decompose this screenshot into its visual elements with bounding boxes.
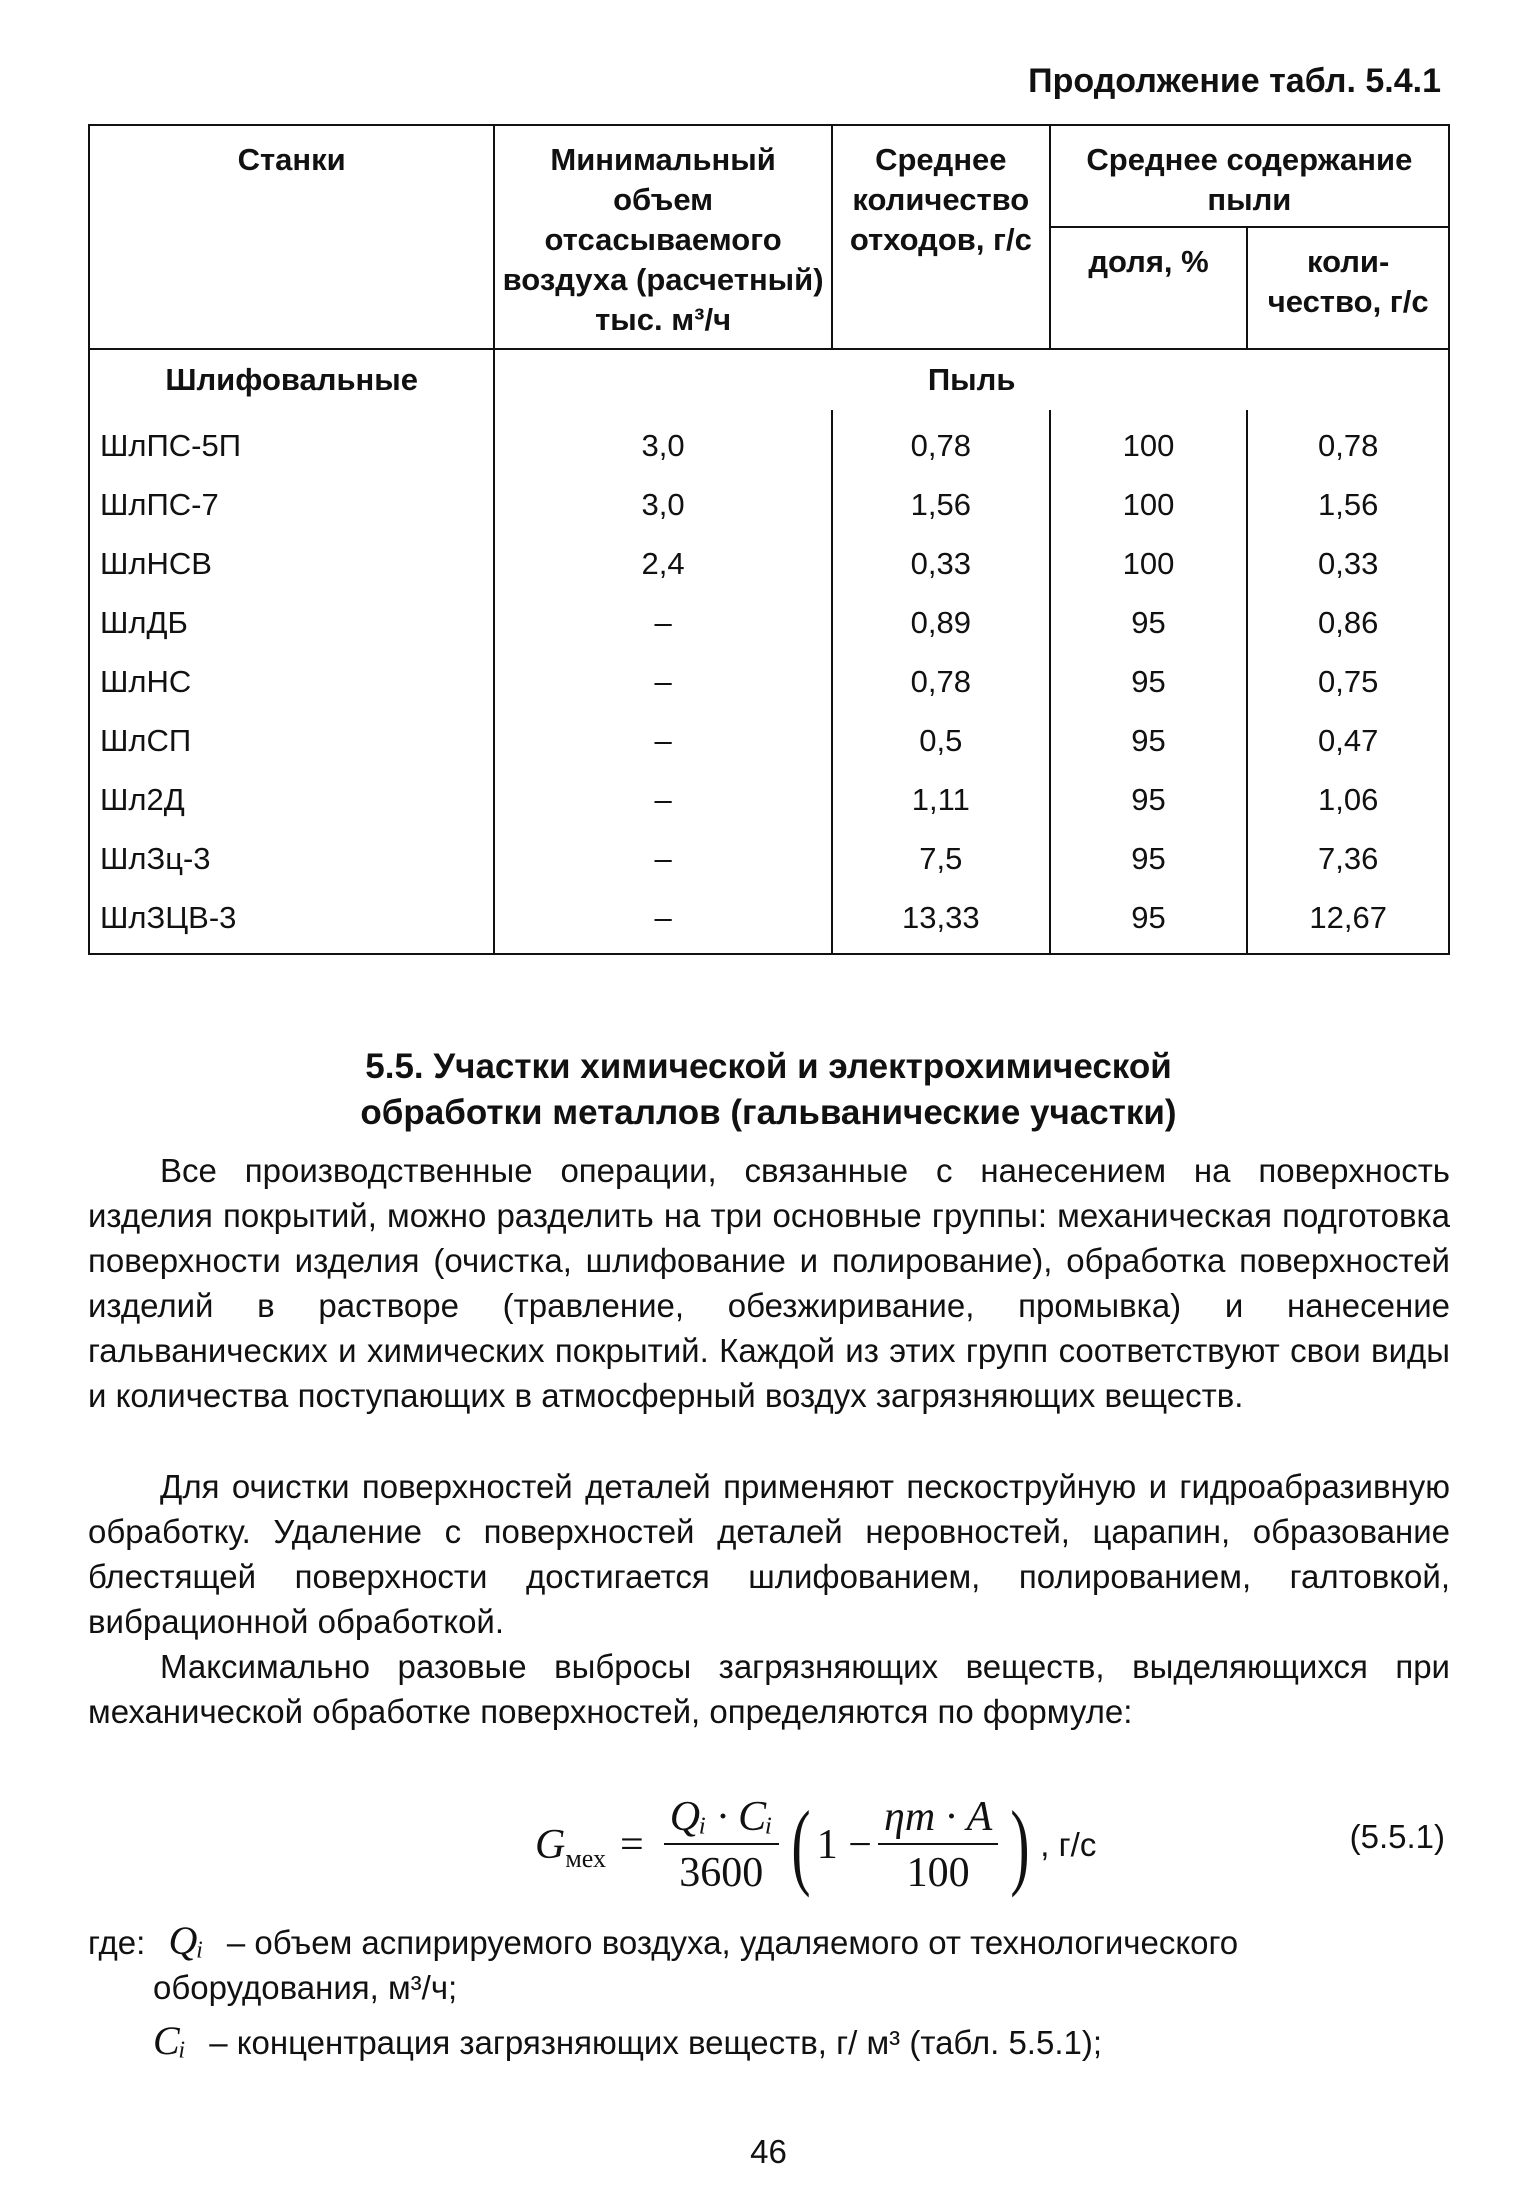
formula-unit: , г/с <box>1040 1826 1097 1863</box>
table-row <box>89 770 1449 829</box>
cell-waste: 0,5 <box>832 711 1050 770</box>
header-min-volume <box>494 125 832 349</box>
cell-waste: 13,33 <box>832 888 1050 954</box>
section-heading <box>0 1044 1537 1136</box>
header-min-volume-text: Минимальный объем отсасываемого воздуха (расчетный) <box>502 142 824 297</box>
table-row <box>89 711 1449 770</box>
header-count: коли-чество, г/с <box>1247 227 1449 349</box>
cell-share: 100 <box>1050 475 1248 534</box>
cell-volume: – <box>494 829 832 888</box>
cell-name: ШлПС-5П <box>100 427 242 463</box>
cell-name: ШлСП <box>100 722 192 758</box>
cell-share: 100 <box>1050 410 1248 475</box>
cell-volume: 2,4 <box>494 534 832 593</box>
emissions-table <box>88 124 1450 955</box>
cell-volume: – <box>494 652 832 711</box>
cell-volume: 3,0 <box>494 410 832 475</box>
header-avg-waste: Среднее количество отходов, г/с <box>832 125 1050 349</box>
cell-waste: 0,78 <box>832 652 1050 711</box>
group-name: Шлифовальные <box>89 349 494 410</box>
cell-volume: – <box>494 888 832 954</box>
table-caption: Продолжение табл. 5.4.1 <box>1028 62 1441 100</box>
section-title-line1: 5.5. Участки химической и электрохимической <box>365 1047 1172 1086</box>
cell-waste: 0,33 <box>832 534 1050 593</box>
cell-waste: 1,56 <box>832 475 1050 534</box>
formula-one: 1 − <box>816 1822 872 1868</box>
paragraph-1: Все производственные операции, связанные с нанесением на поверхность изделия покрытий, можно разделить на три основные группы: механическая подготовка поверхности изделия (очистка, шлифование и полирование), обработка поверхностей изделий в растворе (травление, обезжиривание, промывка) и нанесение гальванических и химических покрытий. Каждой из этих групп соответствуют свои виды и количества поступающих в атмосферный воздух загрязняющих веществ. <box>88 1152 1450 1414</box>
cell-count: 0,78 <box>1247 410 1449 475</box>
cell-name: Шл2Д <box>100 781 185 817</box>
cell-share: 95 <box>1050 593 1248 652</box>
table-row <box>89 410 1449 475</box>
cell-waste: 7,5 <box>832 829 1050 888</box>
cell-volume: – <box>494 593 832 652</box>
section-title-line2: обработки металлов (гальванические участки) <box>360 1093 1177 1132</box>
cell-share: 95 <box>1050 652 1248 711</box>
formula-numerator: Qᵢ · Cᵢ <box>664 1793 779 1845</box>
header-dust-content: Среднее содержание пыли <box>1050 125 1449 227</box>
table-row <box>89 534 1449 593</box>
cell-share: 95 <box>1050 888 1248 954</box>
cell-name: ШлЗц-3 <box>100 840 211 876</box>
cell-share: 95 <box>1050 829 1248 888</box>
cell-name: ШлЗЦВ-3 <box>100 899 237 935</box>
definition-c <box>153 2018 1453 2065</box>
cell-volume: 3,0 <box>494 475 832 534</box>
header-min-volume-unit: тыс. м³/ч <box>595 302 732 337</box>
formula-lhs-sub: мех <box>565 1844 606 1873</box>
table-row <box>89 593 1449 652</box>
formula-equals: = <box>620 1822 644 1868</box>
cell-share: 95 <box>1050 711 1248 770</box>
formula-left-paren: ( <box>791 1791 811 1898</box>
definition-q-text: – объем аспирируемого воздуха, удаляемого от технологического <box>226 1924 1239 1961</box>
definition-c-symbol: Cᵢ <box>153 2018 187 2063</box>
header-share: доля, % <box>1050 227 1248 349</box>
cell-count: 1,06 <box>1247 770 1449 829</box>
cell-count: 12,67 <box>1247 888 1449 954</box>
cell-count: 0,75 <box>1247 652 1449 711</box>
definition-c-text: – концентрация загрязняющих веществ, г/ м³ (табл. 5.5.1); <box>209 2024 1102 2061</box>
formula-inner-denominator: 100 <box>906 1850 970 1896</box>
definition-q-text2: оборудования, м³/ч; <box>153 1969 458 2006</box>
page-number: 46 <box>750 2133 787 2170</box>
paragraph-3: Максимально разовые выбросы загрязняющих веществ, выделяющихся при механической обработке поверхностей, определяются по формуле: <box>88 1648 1450 1730</box>
cell-name: ШлНС <box>100 663 192 699</box>
formula-fraction <box>664 1793 779 1897</box>
formula-denominator: 3600 <box>679 1850 764 1896</box>
cell-count: 1,56 <box>1247 475 1449 534</box>
cell-waste: 1,11 <box>832 770 1050 829</box>
table-row <box>89 475 1449 534</box>
header-stanki: Станки <box>89 125 494 349</box>
paragraph-2: Для очистки поверхностей деталей применяют пескоструйную и гидроабразивную обработку. Удаление с поверхностей деталей неровностей, царапин, образование блестящей поверхности достигается шлифованием, полированием, галтовкой, вибрационной обработкой. <box>88 1468 1450 1640</box>
definition-q <box>88 1918 1450 2010</box>
formula-lhs: G <box>535 1822 566 1868</box>
formula-5-5-1 <box>535 1790 1096 1900</box>
cell-name: ШлДБ <box>100 604 188 640</box>
cell-count: 0,33 <box>1247 534 1449 593</box>
cell-name: ШлПС-7 <box>100 486 219 522</box>
cell-share: 95 <box>1050 770 1248 829</box>
cell-count: 0,86 <box>1247 593 1449 652</box>
formula-inner-fraction <box>878 1793 998 1897</box>
table-row <box>89 652 1449 711</box>
definition-q-symbol: Qᵢ <box>168 1918 204 1963</box>
cell-volume: – <box>494 711 832 770</box>
cell-volume: – <box>494 770 832 829</box>
formula-number: (5.5.1) <box>1349 1818 1445 1855</box>
group-substance: Пыль <box>494 349 1449 410</box>
formula-inner-numerator: ηт · A <box>878 1793 998 1845</box>
cell-count: 7,36 <box>1247 829 1449 888</box>
cell-share: 100 <box>1050 534 1248 593</box>
cell-waste: 0,78 <box>832 410 1050 475</box>
cell-name: ШлНСВ <box>100 545 212 581</box>
table-row <box>89 829 1449 888</box>
group-row <box>89 349 1449 410</box>
formula-right-paren: ) <box>1010 1791 1030 1898</box>
table-row <box>89 888 1449 954</box>
definition-lead: где: <box>88 1924 146 1961</box>
cell-waste: 0,89 <box>832 593 1050 652</box>
cell-count: 0,47 <box>1247 711 1449 770</box>
